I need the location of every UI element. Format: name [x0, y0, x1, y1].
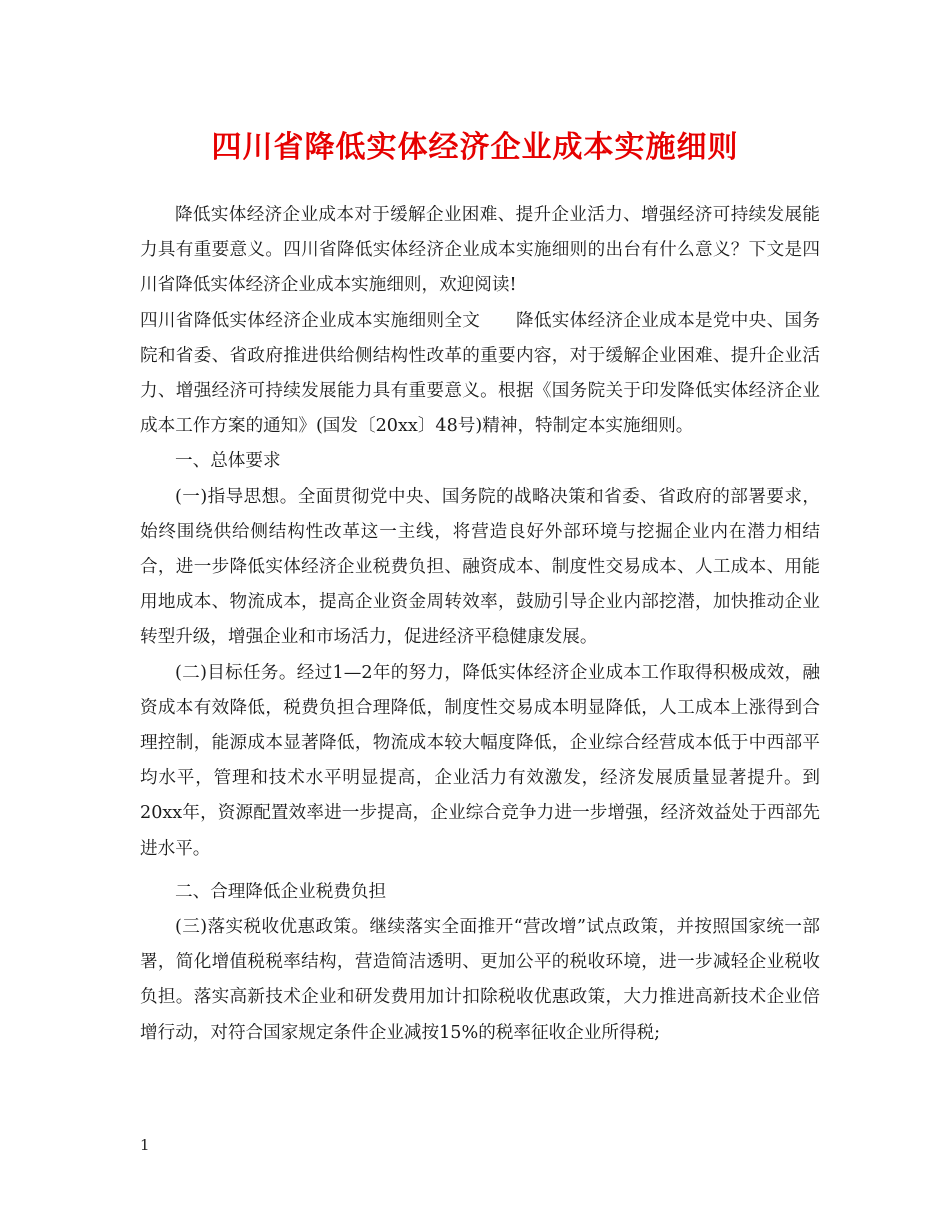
paragraph-guiding-ideology: (一)指导思想。全面贯彻党中央、国务院的战略决策和省委、省政府的部署要求，始终围绕供给侧结构性改革这一主线，将营造良好外部环境与挖掘企业内在潜力相结合，进一步降低实体经济企业税费负担、融资成本、制度性交易成本、人工成本、用能用地成本、物流成本，提高企业资金周转效率，鼓励引导企业内部挖潜，加快推动企业转型升级，增强企业和市场活力，促进经济平稳健康发展。 — [140, 486, 820, 648]
paragraph-target-tasks: (二)目标任务。经过1—2年的努力，降低实体经济企业成本工作取得积极成效，融资成本有效降低，税费负担合理降低，制度性交易成本明显降低，人工成本上涨得到合理控制，能源成本显著降低，物流成本较大幅度降低，企业综合经营成本低于中西部平均水平，管理和技术水平明显提高，企业活力有效激发，经济发展质量显著提升。到20xx年，资源配置效率进一步提高，企业综合竞争力进一步增强，经济效益处于西部先进水平。 — [140, 662, 820, 859]
section-heading-1: 一、总体要求 — [175, 451, 281, 472]
document-body — [140, 198, 820, 1051]
document-title: 四川省降低实体经济企业成本实施细则 — [211, 130, 739, 165]
section-heading-2: 二、合理降低企业税费负担 — [175, 881, 387, 902]
fulltext-paragraph: 四川省降低实体经济企业成本实施细则全文 降低实体经济企业成本是党中央、国务院和省委、省政府推进供给侧结构性改革的重要内容，对于缓解企业困难、提升企业活力、增强经济可持续发展能力具有重要意义。根据《国务院关于印发降低实体经济企业成本工作方案的通知》(国发〔20xx〕48号)精神，特制定本实施细则。 — [140, 310, 820, 437]
paragraph-tax-policy: (三)落实税收优惠政策。继续落实全面推开“营改增”试点政策，并按照国家统一部署，简化增值税税率结构，营造简洁透明、更加公平的税收环境，进一步减轻企业税收负担。落实高新技术企业和研发费用加计扣除税收优惠政策，大力推进高新技术企业倍增行动，对符合国家规定条件企业减按15%的税率征收企业所得税; — [140, 917, 820, 1043]
page-number: 1 — [140, 1136, 150, 1154]
intro-paragraph: 降低实体经济企业成本对于缓解企业困难、提升企业活力、增强经济可持续发展能力具有重要意义。四川省降低实体经济企业成本实施细则的出台有什么意义？下文是四川省降低实体经济企业成本实施细则，欢迎阅读! — [140, 205, 820, 296]
